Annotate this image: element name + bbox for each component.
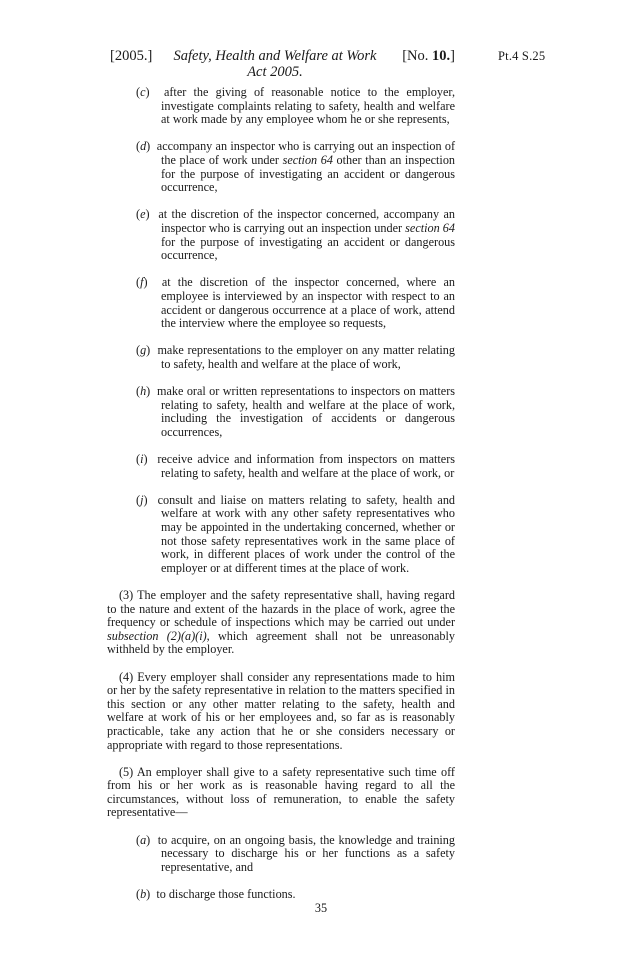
list-item-b: (b) to discharge those functions. bbox=[136, 887, 296, 902]
item-label: f bbox=[140, 275, 144, 290]
item-text: for the purpose of investigating an accident or dangerous occurrence, bbox=[161, 234, 455, 263]
item-label: a bbox=[140, 832, 147, 847]
item-label: g bbox=[140, 343, 147, 358]
item-text: other than an inspection for the purpose of investigating an accident or dangerous occurrence, bbox=[161, 152, 456, 195]
section-reference: section 64 bbox=[405, 220, 455, 235]
list-item-i: (i) receive advice and information from inspectors on matters relating to safety, health and welfare at the place of work, or bbox=[136, 452, 456, 480]
item-label: j bbox=[140, 492, 144, 507]
list-item-c: (c) after the giving of reasonable notice to the employer, investigate complaints relating to safety, health and welfare at work made by any employee whom he or she represents, bbox=[136, 85, 455, 127]
item-text: receive advice and information from inspectors on matters relating to safety, health and welfare at the place of work, or bbox=[157, 452, 456, 480]
header-act-title bbox=[170, 48, 380, 80]
item-text: make oral or written representations to inspectors on matters relating to safety, health and welfare at the place of work, including the investigation of accidents or dangerous occurrences, bbox=[157, 384, 455, 439]
page-body bbox=[107, 86, 455, 915]
subsection-reference: subsection (2)(a)(i) bbox=[107, 628, 207, 643]
list-item-f: (f) at the discretion of the inspector concerned, where an employee is interviewed by an inspector with respect to an accident or dangerous occurrence at a place of work, attend the interview where the employee so requests, bbox=[136, 275, 455, 331]
item-text: at the discretion of the inspector concerned, where an employee is interviewed by an inspector with respect to an accident or dangerous occurrence at a place of work, attend the interview where the employee so requests, bbox=[161, 275, 455, 331]
margin-note: Pt.4 S.25 bbox=[498, 49, 546, 63]
list-item-d: (d) accompany an inspector who is carrying out an inspection of the place of work under section 64 other than an inspection for the purpose of investigating an accident or dangerous occurrence, bbox=[136, 139, 456, 195]
item-text: at the discretion of the inspector concerned, accompany an inspector who is carrying out an inspection under bbox=[158, 207, 456, 235]
header-act-number bbox=[402, 48, 455, 64]
subsection-4: (4) Every employer shall consider any representations made to him or her by the safety representative in relation to the matters specified in this section or any other matter relating to the safety, health and welfare at work of his or her employees and, so far as is reasonably practicable, take any action that he or she considers necessary or appropriate with regard to those representations. bbox=[107, 669, 455, 752]
header-title-line2: Act 2005. bbox=[247, 64, 303, 80]
header-no-suffix: ] bbox=[450, 48, 455, 64]
item-label: h bbox=[140, 384, 147, 399]
subsection-5: (5) An employer shall give to a safety representative such time off from his or her work as is reasonable having regard to all the circumstances, without loss of remuneration, to enable the safety representative— bbox=[107, 764, 455, 820]
page-number: 35 bbox=[314, 901, 328, 915]
header-title-line1: Safety, Health and Welfare at Work bbox=[173, 48, 377, 64]
header-no-number: 10. bbox=[432, 48, 451, 64]
item-text: accompany an inspector who is carrying out an inspection of the place of work under bbox=[156, 139, 456, 167]
list-item-j: (j) consult and liaise on matters relating to safety, health and welfare at work with any other safety representatives who may be appointed in the undertaking concerned, whether or not those safety representatives work in the same place of work, in different places of work under the control of the employer or at different times at the place of work. bbox=[136, 492, 456, 575]
header-year: [2005.] bbox=[110, 48, 153, 64]
item-text: consult and liaise on matters relating to safety, health and welfare at work with any other safety representatives who may be appointed in the undertaking concerned, whether or not those safety representatives work in the same place of work, in different places of work under the control of the employer or at different times at the place of work. bbox=[157, 492, 456, 575]
list-item-h: (h) make oral or written representations to inspectors on matters relating to safety, health and welfare at the place of work, including the investigation of accidents or dangerous occurrences, bbox=[136, 384, 455, 439]
item-text: to acquire, on an ongoing basis, the knowledge and training necessary to discharge his or her functions as a safety representative, and bbox=[157, 832, 455, 874]
item-label: d bbox=[140, 139, 147, 154]
list-item-g: (g) make representations to the employer on any matter relating to safety, health and welfare at the place of work, bbox=[136, 343, 455, 371]
item-text: make representations to the employer on any matter relating to safety, health and welfare at the place of work, bbox=[157, 343, 455, 371]
item-label: e bbox=[140, 207, 146, 222]
header-no-prefix: [No. bbox=[402, 48, 429, 64]
section-reference: section 64 bbox=[282, 152, 333, 167]
item-text: to discharge those functions. bbox=[156, 887, 296, 902]
subsection-3: (3) The employer and the safety representative shall, having regard to the nature and extent of the hazards in the place of work, agree the frequency or schedule of inspections which may be carried out under subsection (2)(a)(i), which agreement shall not be unreasonably withheld by the employer. bbox=[107, 587, 455, 657]
item-text: after the giving of reasonable notice to the employer, investigate complaints relating to safety, health and welfare at work made by any employee whom he or she represents, bbox=[161, 85, 455, 127]
list-item-a: (a) to acquire, on an ongoing basis, the knowledge and training necessary to discharge his or her functions as a safety representative, and bbox=[136, 832, 455, 874]
list-item-e: (e) at the discretion of the inspector concerned, accompany an inspector who is carrying out an inspection under section 64 for the purpose of investigating an accident or dangerous occurrence, bbox=[136, 207, 456, 263]
item-label: b bbox=[140, 887, 147, 902]
item-label: i bbox=[140, 452, 144, 467]
item-label: c bbox=[140, 85, 146, 99]
